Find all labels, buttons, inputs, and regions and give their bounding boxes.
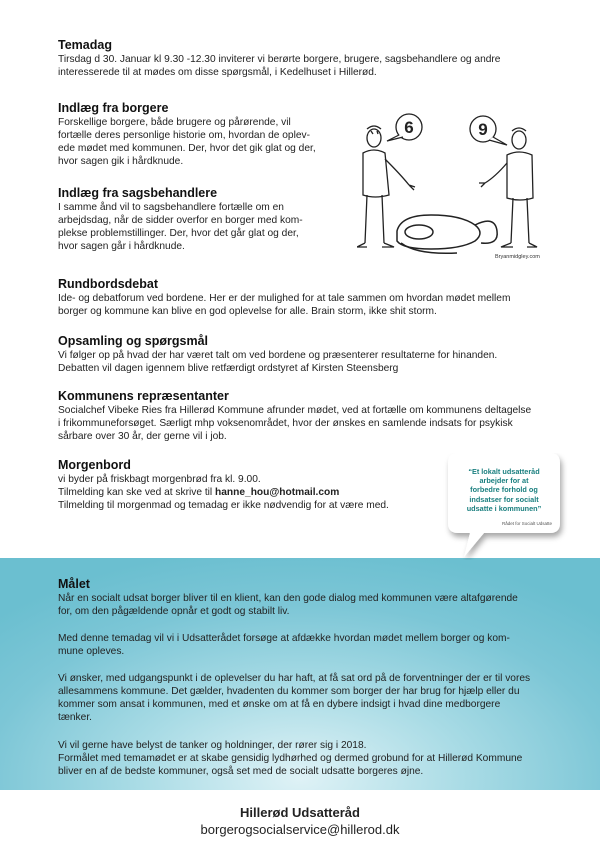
footer-organization: Hillerød Udsatteråd [240,805,360,820]
text-morgenbord-line2 [58,486,389,499]
cartoon-credit: Bryanmidgley.com [495,254,540,260]
speech-bubble-nine [470,116,507,145]
text-morgenbord-line3: Tilmelding til morgenmad og temadag er ikke nødvendig for at være med. [58,500,389,511]
svg-text:6: 6 [404,118,414,137]
signup-email-link[interactable]: hanne_hou@hotmail.com [215,487,340,498]
signup-prefix: Tilmelding kan ske ved at skrive til [58,487,216,498]
section-morgenbord [58,458,389,512]
speech-bubble-six [387,114,422,141]
svg-text:9: 9 [478,120,488,139]
heading-rundbord: Rundbordsdebat [58,277,158,291]
heading-kommune: Kommunens repræsentanter [58,389,229,403]
text-rundbord: Ide- og debatforum ved bordene. Her er der mulighed for at tale sammen om hvordan mødet mellem borger og kommune kan blive en god oplevelse for alle. Brain storm, ikke shit storm. [58,293,511,317]
quote-bubble [440,453,568,560]
text-kommune: Socialchef Vibeke Ries fra Hillerød Kommune afrunder mødet, ved at fortælle om kommunens deltagelse i frikommuneforsøget. Særligt mhp voksenområdet, hvor der ønskes en samlende indsats for psykisk sårbare over 30 år, der gerne vil i job. [58,405,532,442]
text-temadag: Tirsdag d 30. Januar kl 9.30 -12.30 inviterer vi berørte borgere, brugere, sagsbehandlere og andre interesserede til at mødes om disse spørgsmål, i Kedelhuset i Hillerød. [58,54,501,78]
section-temadag [58,38,500,79]
text-borgere: Forskellige borgere, både brugere og pårørende, vil fortælle deres personlige historie om, hvordan de oplev- ede mødet med kommunen. Der, hvor det gik glat og der, hvor sagen gik i hårdknude. [58,117,316,167]
section-opsamling [58,334,497,375]
section-borgere [58,101,348,168]
footer-email-link[interactable]: borgerogsocialservice@hillerod.dk [200,822,400,837]
goal-paragraph-3: Vi ønsker, med udgangspunkt i de oplevelser du har haft, at få sat ord på de forventninger der er til vores allesammens kommune. Det gælder, hvadenten du kommer som borger der har brug for hjælp eller du kommer som ansat i kommunen, med et ønske om at få en dybere indsigt i hvad dine medborgere tænker. [58,673,531,723]
right-man-figure [479,128,537,247]
text-sagsbehandlere: I samme ånd vil to sagsbehandlere fortælle om en arbejdsdag, når de sidder overfor en borger med kom- plekse problemstillinger. Der, hvor det går glat og der, hvor sagen går i hårdknude. [58,202,303,252]
floor-number-icon [397,215,497,253]
heading-temadag: Temadag [58,38,112,52]
text-opsamling: Vi følger op på hvad der har været talt om ved bordene og præsenterer resultaterne for hinanden. Debatten vil dagen igennem blive retfærdigt ordstyret af Kirsten Steensberg [58,350,498,374]
heading-goal: Målet [58,577,90,591]
six-or-nine-cartoon [357,103,540,265]
section-rundbord [58,277,510,318]
goal-paragraph-2: Med denne temadag vil vi i Udsatterådet forsøge at afdække hvordan mødet mellem borger og kom- mune opleves. [58,633,510,657]
heading-borgere: Indlæg fra borgere [58,101,169,115]
heading-morgenbord: Morgenbord [58,458,131,472]
goal-paragraph-1: Når en socialt udsat borger bliver til en klient, kan den gode dialog med kommunen være altafgørende for, om den pågældende opnår et godt og stabilt liv. [58,593,518,617]
heading-opsamling: Opsamling og spørgsmål [58,334,209,348]
section-sagsbehandlere [58,186,348,253]
quote-text: “Et lokalt udsatteråd arbejder for at forbedre forhold og indsatser for socialt udsatte i kommunen” [466,467,542,513]
heading-sagsbehandlere: Indlæg fra sagsbehandlere [58,186,218,200]
quote-source: Rådet for Socialt Udsatte [501,521,552,526]
section-kommune [58,389,531,443]
text-morgenbord-line1: vi byder på friskbagt morgenbrød fra kl. 9.00. [58,474,261,485]
goal-paragraph-4: Vi vil gerne have belyst de tanker og holdninger, der rører sig i 2018. Formålet med temamødet er at skabe gensidig lydhørhed og dermed grobund for at Hillerød Kommune bliver en af de bedste kommuner, også set med de socialt udsatte borgeres øjne. [58,740,523,777]
